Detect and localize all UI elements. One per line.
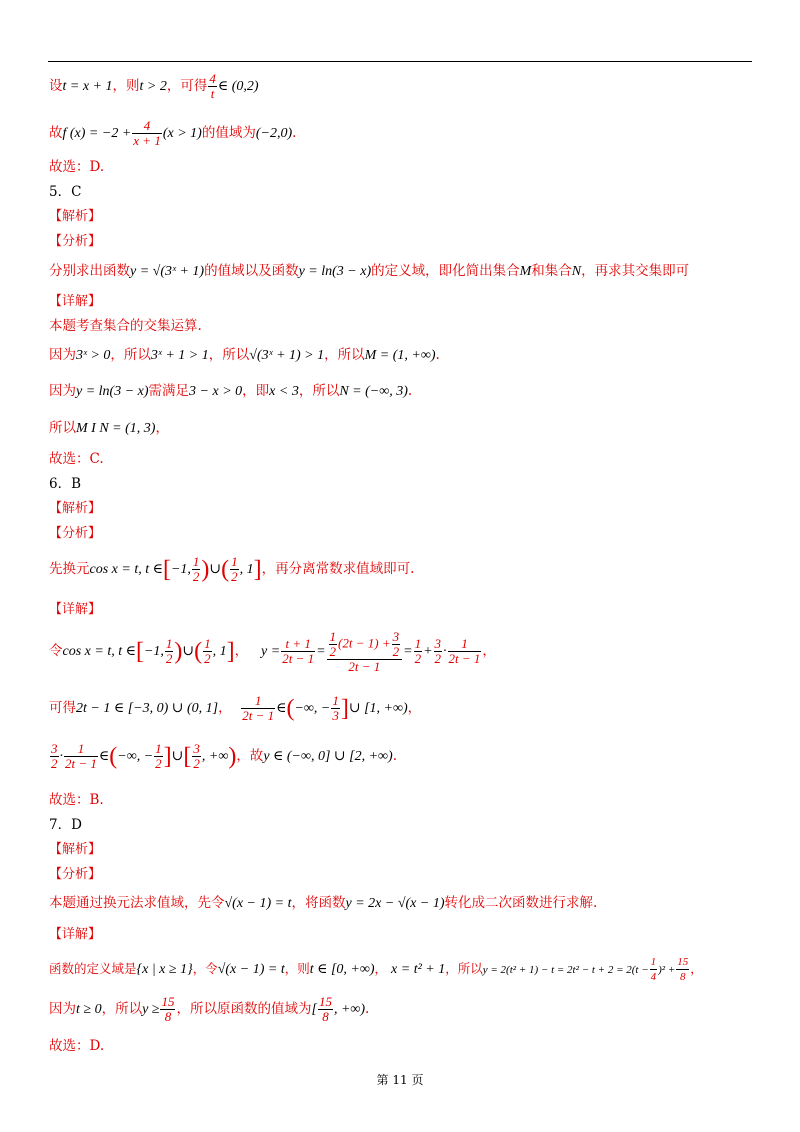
fraction: $\frac{4}{t}$ bbox=[209, 71, 216, 101]
section-tag-xiangjie: 【详解】 bbox=[49, 927, 102, 942]
question-number: 5．C bbox=[49, 184, 82, 200]
solution-line: 函数的定义域是{x | x ≥ 1}，令√(x − 1) = t，则t ∈ [0, +∞)， x = t² + 1，所以y = 2(t² + 1) − t = 2t² − t + 2 = 2(t − $\frac{1}{4}$ )² + $\frac{15}{8}$ ， bbox=[49, 956, 703, 983]
solution-line: 本题通过换元法求值域，先令√(x − 1) = t，将函数y = 2x − √(x − 1)转化成二次函数进行求解. bbox=[49, 895, 598, 911]
answer-line: 故选：D. bbox=[49, 159, 105, 175]
solution-line: 因为t ≥ 0，所以y ≥ $\frac{15}{8}$ ，所以原函数的值域为[ $\frac{15}{8}$ , +∞). bbox=[49, 994, 370, 1024]
page-number: 第 11 页 bbox=[376, 1073, 424, 1087]
solution-line: 本题考查集合的交集运算. bbox=[49, 318, 202, 334]
fraction: $\frac{4}{x + 1}$ bbox=[133, 118, 161, 148]
solution-line: 设t = x + 1，则t > 2，可得 $\frac{4}{t}$ ∈ (0,2) bbox=[49, 71, 259, 101]
solution-line: 因为3ˣ > 0，所以3ˣ + 1 > 1，所以√(3ˣ + 1) > 1，所以M = (1, +∞). bbox=[49, 347, 440, 363]
solution-line: 所以M I N = (1, 3)， bbox=[49, 420, 169, 436]
answer-line: 故选：C. bbox=[49, 451, 104, 467]
section-tag-jiexi: 【解析】 bbox=[49, 842, 102, 857]
question-number: 7．D bbox=[49, 817, 82, 833]
section-tag-xiangjie: 【详解】 bbox=[49, 294, 102, 309]
section-tag-jiexi: 【解析】 bbox=[49, 209, 102, 224]
question-number: 6．B bbox=[49, 476, 82, 492]
solution-line: 先换元cos x = t, t ∈[−1, $\frac{1}{2}$ )∪( $\frac{1}{2}$ , 1]，再分离常数求值域即可. bbox=[49, 554, 415, 584]
solution-line: 可得2t − 1 ∈ [−3, 0) ∪ (0, 1]， $\frac{1}{2t - 1}$ ∈(−∞, − $\frac{1}{3}$ ]∪ [1, +∞)， bbox=[49, 693, 422, 723]
answer-line: 故选：D. bbox=[49, 1038, 105, 1054]
solution-line: 故f (x) = −2 + $\frac{4}{x + 1}$ (x > 1)的值域为(−2,0). bbox=[49, 118, 297, 148]
section-tag-fenxi: 【分析】 bbox=[49, 234, 102, 249]
section-tag-fenxi: 【分析】 bbox=[49, 867, 102, 882]
solution-line: $\frac{3}{2}$ · $\frac{1}{2t - 1}$ ∈(−∞, − $\frac{1}{2}$ ]∪[ $\frac{3}{2}$ , +∞)，故y ∈ (−∞, 0] ∪ [2, +∞). bbox=[51, 741, 397, 771]
section-tag-fenxi: 【分析】 bbox=[49, 526, 102, 541]
answer-line: 故选：B. bbox=[49, 792, 104, 808]
section-tag-xiangjie: 【详解】 bbox=[49, 602, 102, 617]
solution-line: 令cos x = t, t ∈[−1, $\frac{1}{2}$ )∪( $\frac{1}{2}$ , 1]， y = $\frac{t + 1}{2t - 1}$ = $\frac{1}{2}$ (2t − 1) + $\frac{3}{2}$ 2t − 1 = $\frac{1}{2}$ + $\frac{3}{2}$ · $\frac{1}{2t - 1}$ ， bbox=[49, 628, 496, 674]
section-tag-jiexi: 【解析】 bbox=[49, 501, 102, 516]
header-rule bbox=[48, 61, 752, 62]
solution-line: 分别求出函数y = √(3ˣ + 1)的值域以及函数y = ln(3 − x)的定义域，即化简出集合M和集合N，再求其交集即可 bbox=[49, 263, 690, 279]
solution-line: 因为y = ln(3 − x)需满足3 − x > 0，即x < 3，所以N = (−∞, 3). bbox=[49, 383, 413, 399]
